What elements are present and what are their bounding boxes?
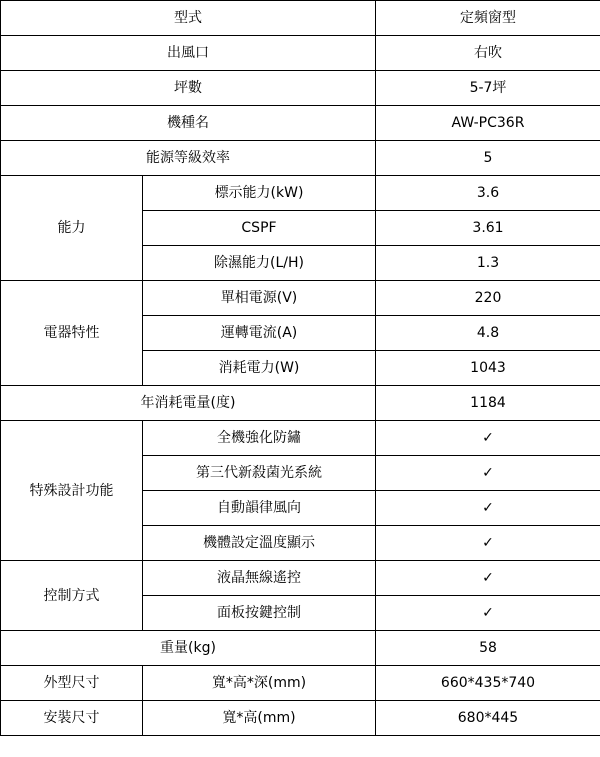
check-mark-icon: ✓ bbox=[376, 526, 600, 561]
row-value: 右吹 bbox=[376, 36, 600, 71]
table-row bbox=[1, 176, 600, 211]
row-label: 單相電源(V) bbox=[143, 281, 376, 316]
row-value: 5-7坪 bbox=[376, 71, 600, 106]
row-label: 出風口 bbox=[1, 36, 376, 71]
check-mark-icon: ✓ bbox=[376, 456, 600, 491]
table-row bbox=[1, 421, 600, 456]
row-value: 定頻窗型 bbox=[376, 1, 600, 36]
row-label: 寬*高*深(mm) bbox=[143, 666, 376, 701]
row-label: 型式 bbox=[1, 1, 376, 36]
table-row bbox=[1, 701, 600, 736]
check-mark-icon: ✓ bbox=[376, 421, 600, 456]
row-label: 重量(kg) bbox=[1, 631, 376, 666]
table-row bbox=[1, 561, 600, 596]
row-value: 58 bbox=[376, 631, 600, 666]
row-value: AW-PC36R bbox=[376, 106, 600, 141]
group-label-electrical: 電器特性 bbox=[1, 281, 143, 386]
row-value: 3.61 bbox=[376, 211, 600, 246]
row-label: 標示能力(kW) bbox=[143, 176, 376, 211]
row-label: 寬*高(mm) bbox=[143, 701, 376, 736]
group-label-install: 安裝尺寸 bbox=[1, 701, 143, 736]
group-label-outer: 外型尺寸 bbox=[1, 666, 143, 701]
row-value: 660*435*740 bbox=[376, 666, 600, 701]
table-row bbox=[1, 631, 600, 666]
table-row bbox=[1, 36, 600, 71]
check-mark-icon: ✓ bbox=[376, 596, 600, 631]
row-label: 第三代新殺菌光系統 bbox=[143, 456, 376, 491]
row-value: 1043 bbox=[376, 351, 600, 386]
row-label: 除濕能力(L/H) bbox=[143, 246, 376, 281]
check-mark-icon: ✓ bbox=[376, 561, 600, 596]
group-label-capacity: 能力 bbox=[1, 176, 143, 281]
row-label: 能源等級效率 bbox=[1, 141, 376, 176]
row-value: 1184 bbox=[376, 386, 600, 421]
row-value: 220 bbox=[376, 281, 600, 316]
row-value: 5 bbox=[376, 141, 600, 176]
row-label: CSPF bbox=[143, 211, 376, 246]
group-label-control: 控制方式 bbox=[1, 561, 143, 631]
table-row bbox=[1, 666, 600, 701]
check-mark-icon: ✓ bbox=[376, 491, 600, 526]
row-value: 3.6 bbox=[376, 176, 600, 211]
row-label: 坪數 bbox=[1, 71, 376, 106]
row-label: 全機強化防鏽 bbox=[143, 421, 376, 456]
row-value: 680*445 bbox=[376, 701, 600, 736]
table-row bbox=[1, 106, 600, 141]
row-value: 4.8 bbox=[376, 316, 600, 351]
row-label: 自動韻律風向 bbox=[143, 491, 376, 526]
table-row bbox=[1, 141, 600, 176]
table-row bbox=[1, 386, 600, 421]
table-row bbox=[1, 1, 600, 36]
table-row bbox=[1, 71, 600, 106]
row-label: 運轉電流(A) bbox=[143, 316, 376, 351]
row-label: 機種名 bbox=[1, 106, 376, 141]
group-label-features: 特殊設計功能 bbox=[1, 421, 143, 561]
table-row bbox=[1, 281, 600, 316]
row-label: 面板按鍵控制 bbox=[143, 596, 376, 631]
row-value: 1.3 bbox=[376, 246, 600, 281]
row-label: 機體設定溫度顯示 bbox=[143, 526, 376, 561]
row-label: 液晶無線遙控 bbox=[143, 561, 376, 596]
row-label: 消耗電力(W) bbox=[143, 351, 376, 386]
row-label: 年消耗電量(度) bbox=[1, 386, 376, 421]
